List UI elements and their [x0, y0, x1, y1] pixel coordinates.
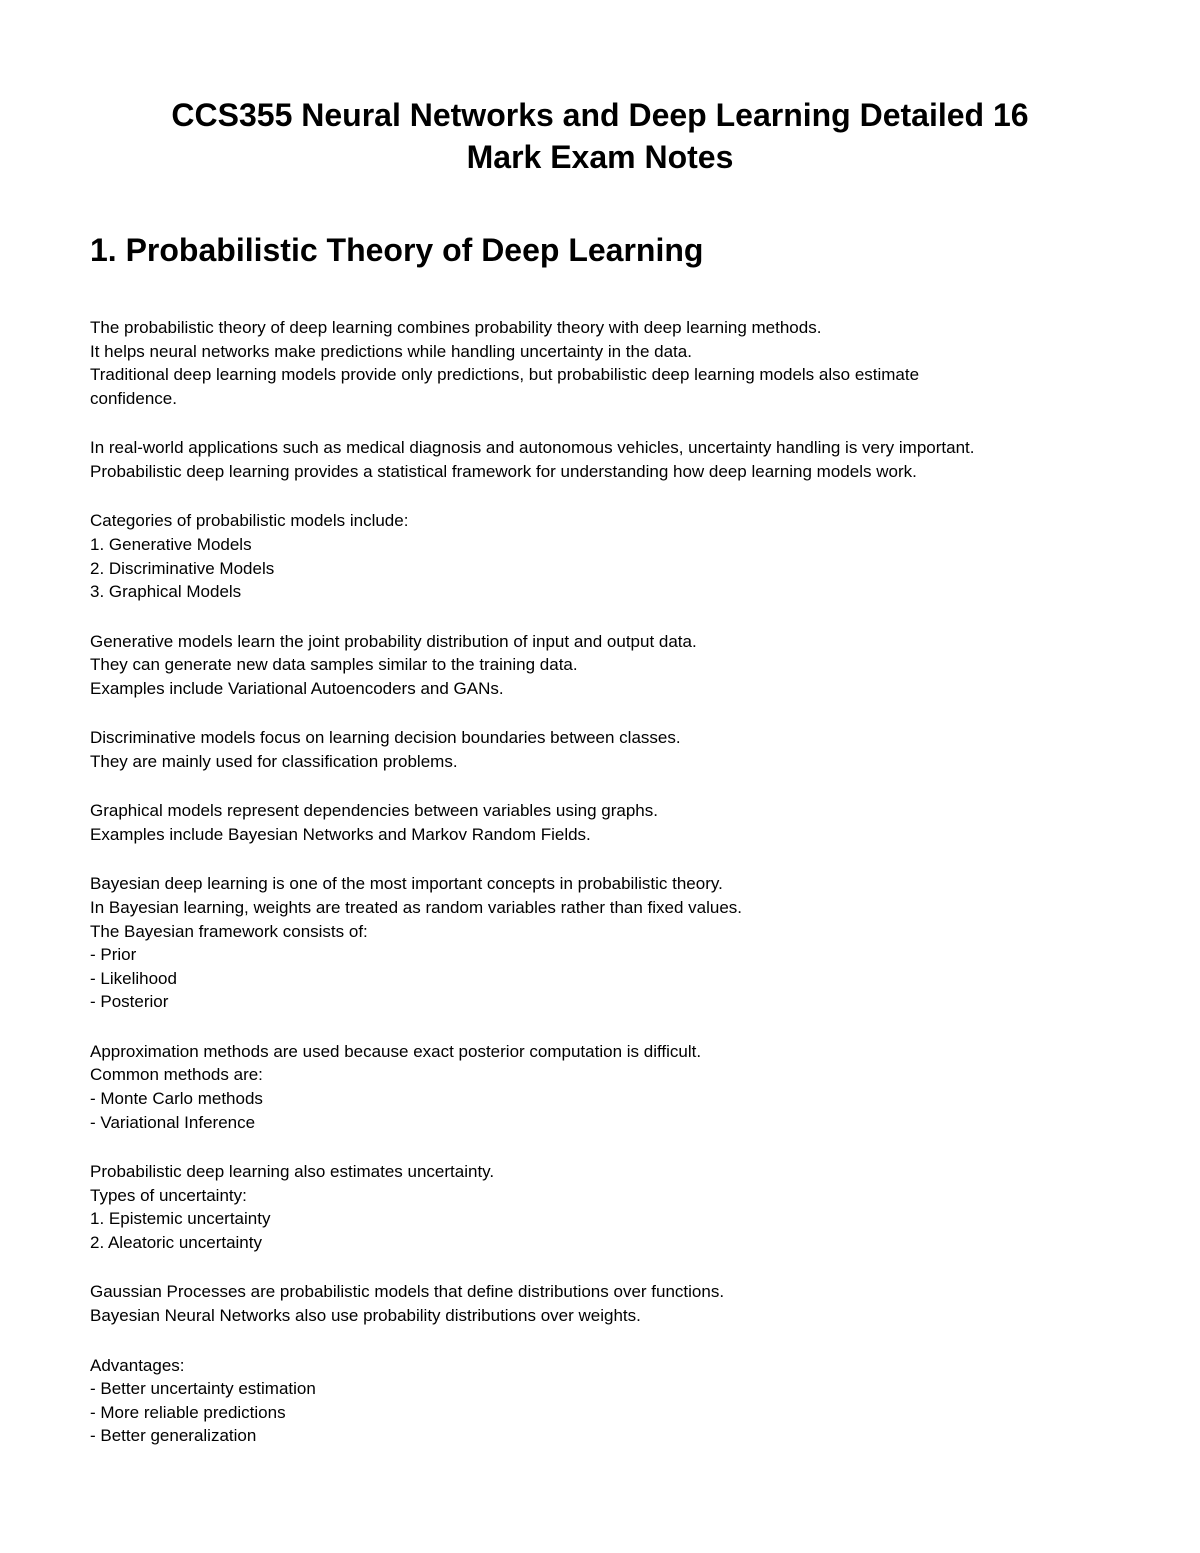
text-line: - More reliable predictions [90, 1402, 286, 1422]
paragraph [90, 316, 1140, 410]
text-line: They are mainly used for classification problems. [90, 751, 458, 771]
text-line: In Bayesian learning, weights are treated as random variables rather than fixed values. [90, 898, 743, 918]
text-line: They can generate new data samples similar to the training data. [90, 655, 578, 675]
paragraph [90, 436, 1140, 483]
text-line: Examples include Bayesian Networks and Markov Random Fields. [90, 824, 591, 844]
text-line: Probabilistic deep learning also estimates uncertainty. [90, 1162, 495, 1182]
paragraph [90, 1160, 1140, 1254]
text-line: - Variational Inference [90, 1112, 256, 1132]
text-line: In real-world applications such as medical diagnosis and autonomous vehicles, uncertainty handling is very important. [90, 438, 975, 458]
text-line: - Better generalization [90, 1426, 257, 1446]
text-line: Bayesian Neural Networks also use probability distributions over weights. [90, 1306, 641, 1326]
text-line: - Likelihood [90, 968, 177, 988]
text-line: Generative models learn the joint probability distribution of input and output data. [90, 631, 697, 651]
text-line: 1. Generative Models [90, 534, 252, 554]
paragraph [90, 1354, 1140, 1448]
document-title-line: Mark Exam Notes [466, 139, 734, 175]
paragraph [90, 799, 1140, 846]
text-line: - Prior [90, 945, 137, 965]
text-line: - Posterior [90, 992, 169, 1012]
text-line: 2. Discriminative Models [90, 558, 275, 578]
text-line: Approximation methods are used because exact posterior computation is difficult. [90, 1041, 702, 1061]
text-line: - Monte Carlo methods [90, 1089, 263, 1109]
document-title-line: CCS355 Neural Networks and Deep Learning Detailed 16 [171, 97, 1029, 133]
paragraph [90, 872, 1140, 1014]
text-line: Advantages: [90, 1355, 185, 1375]
text-line: - Better uncertainty estimation [90, 1379, 316, 1399]
text-line: Examples include Variational Autoencoders and GANs. [90, 678, 504, 698]
paragraph [90, 726, 1140, 773]
text-line: 1. Epistemic uncertainty [90, 1209, 271, 1229]
paragraph [90, 509, 1140, 603]
document-title [60, 94, 1140, 178]
text-line: It helps neural networks make predictions while handling uncertainty in the data. [90, 341, 692, 361]
text-line: The probabilistic theory of deep learning combines probability theory with deep learning methods. [90, 318, 822, 337]
text-line: Gaussian Processes are probabilistic models that define distributions over functions. [90, 1282, 725, 1302]
text-line: 2. Aleatoric uncertainty [90, 1232, 262, 1252]
paragraph [90, 1040, 1140, 1134]
text-line: Traditional deep learning models provide only predictions, but probabilistic deep learning models also estimate [90, 365, 920, 385]
text-line: 3. Graphical Models [90, 582, 242, 602]
text-line: Types of uncertainty: [90, 1185, 247, 1205]
paragraph [90, 630, 1140, 701]
text-line: The Bayesian framework consists of: [90, 921, 368, 941]
text-line: Graphical models represent dependencies between variables using graphs. [90, 801, 658, 821]
text-line: Probabilistic deep learning provides a statistical framework for understanding how deep learning models work. [90, 461, 917, 481]
text-line: Categories of probabilistic models include: [90, 511, 409, 531]
paragraph [90, 1280, 1140, 1327]
text-line: Bayesian deep learning is one of the most important concepts in probabilistic theory. [90, 874, 723, 894]
text-line: confidence. [90, 388, 177, 408]
text-line: Common methods are: [90, 1065, 263, 1085]
body-text [90, 316, 1140, 1474]
section-heading: 1. Probabilistic Theory of Deep Learning [90, 232, 704, 268]
text-line: Discriminative models focus on learning decision boundaries between classes. [90, 728, 681, 748]
